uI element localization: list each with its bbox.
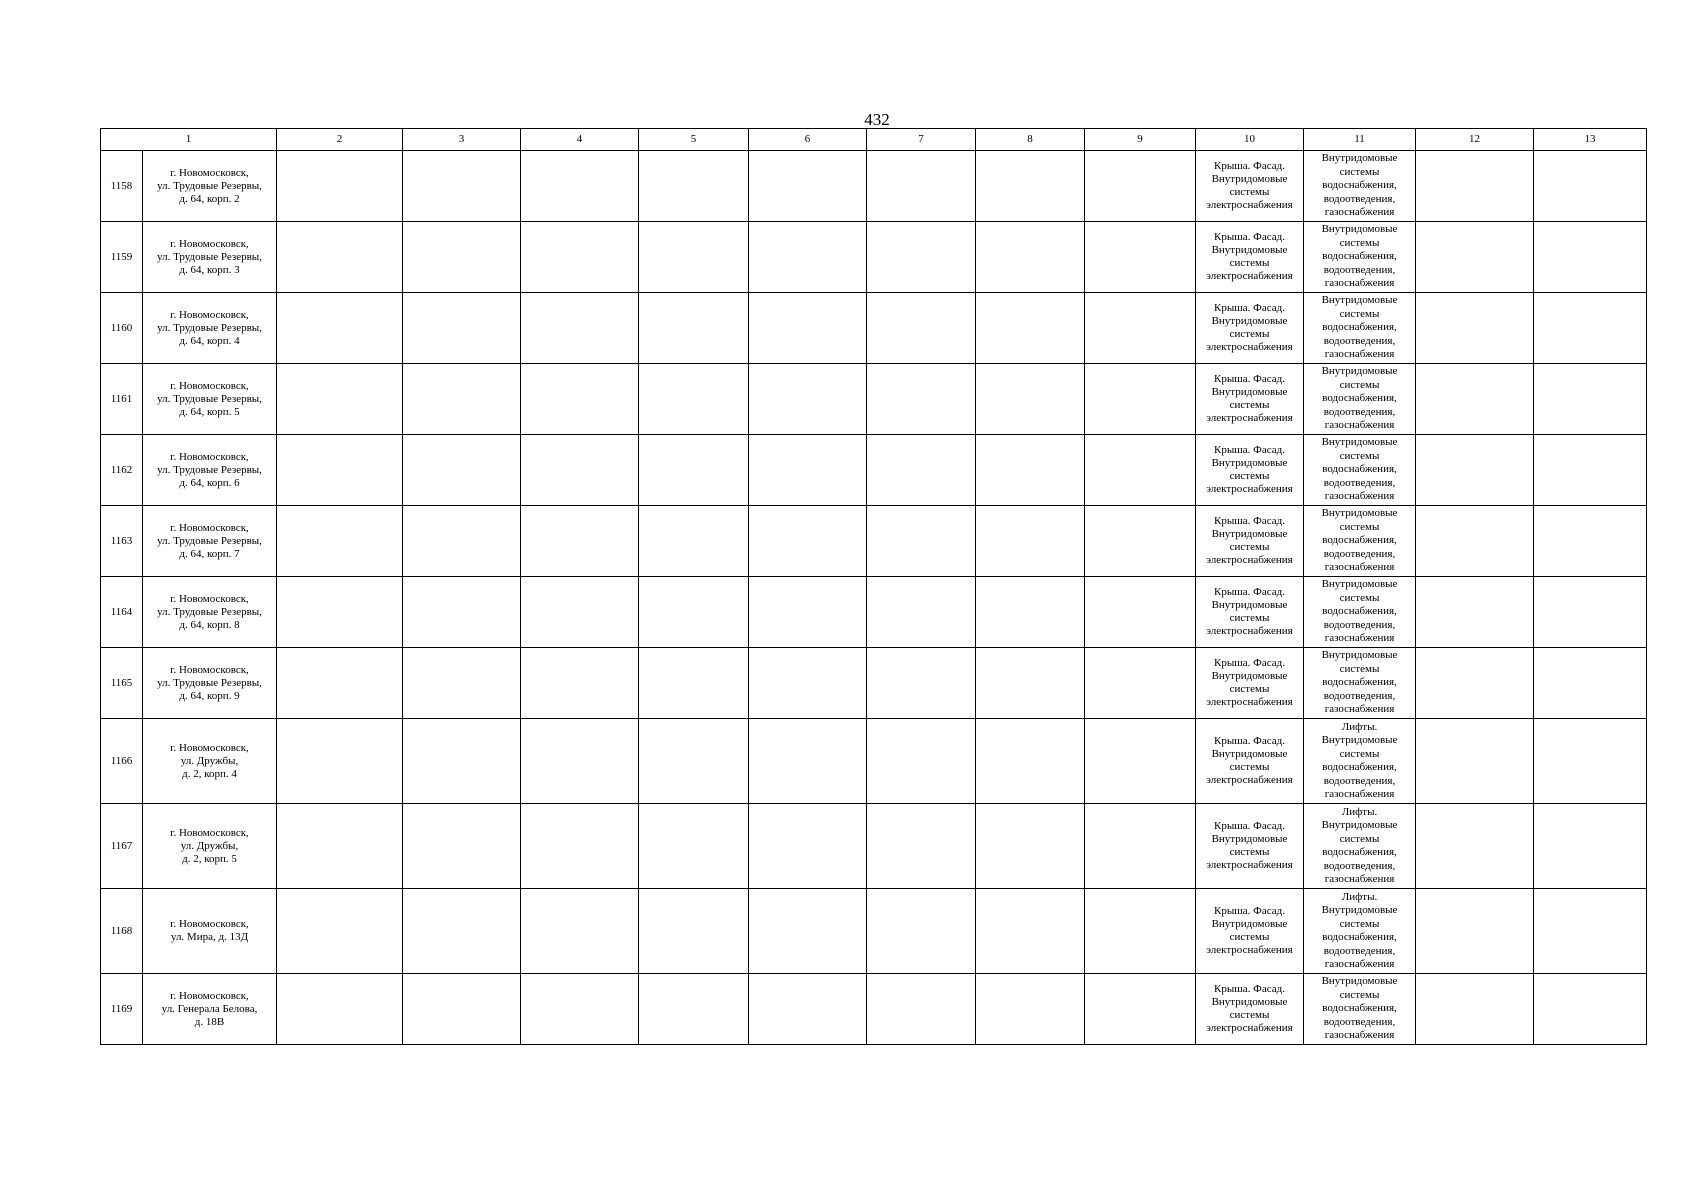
column-header: 1 — [101, 129, 277, 151]
row-number: 1168 — [101, 889, 143, 974]
address-cell: г. Новомосковск, ул. Трудовые Резервы, д. 64, корп. 9 — [143, 648, 277, 719]
address-cell: г. Новомосковск, ул. Дружбы, д. 2, корп. 4 — [143, 719, 277, 804]
empty-cell — [403, 974, 521, 1045]
column-11-cell: Лифты. Внутридомовые системы водоснабжения, водоотведения, газоснабжения — [1304, 889, 1416, 974]
column-11-cell: Внутридомовые системы водоснабжения, водоотведения, газоснабжения — [1304, 648, 1416, 719]
empty-cell — [639, 364, 749, 435]
empty-cell — [749, 435, 867, 506]
address-cell: г. Новомосковск, ул. Трудовые Резервы, д. 64, корп. 8 — [143, 577, 277, 648]
empty-cell — [1534, 648, 1647, 719]
empty-cell — [521, 506, 639, 577]
empty-cell — [521, 222, 639, 293]
empty-cell — [749, 364, 867, 435]
table-row — [101, 293, 1647, 364]
empty-cell — [277, 719, 403, 804]
empty-cell — [403, 804, 521, 889]
row-number: 1159 — [101, 222, 143, 293]
column-10-cell: Крыша. Фасад. Внутридомовые системы электроснабжения — [1196, 648, 1304, 719]
table-row — [101, 974, 1647, 1045]
empty-cell — [1416, 293, 1534, 364]
empty-cell — [403, 293, 521, 364]
empty-cell — [521, 364, 639, 435]
empty-cell — [749, 889, 867, 974]
empty-cell — [403, 577, 521, 648]
table-row — [101, 804, 1647, 889]
empty-cell — [976, 889, 1085, 974]
empty-cell — [1534, 151, 1647, 222]
empty-cell — [1534, 435, 1647, 506]
empty-cell — [867, 222, 976, 293]
empty-cell — [639, 577, 749, 648]
empty-cell — [867, 435, 976, 506]
table-row — [101, 506, 1647, 577]
empty-cell — [277, 151, 403, 222]
empty-cell — [749, 293, 867, 364]
column-10-cell: Крыша. Фасад. Внутридомовые системы электроснабжения — [1196, 577, 1304, 648]
column-10-cell: Крыша. Фасад. Внутридомовые системы электроснабжения — [1196, 974, 1304, 1045]
empty-cell — [639, 648, 749, 719]
column-10-cell: Крыша. Фасад. Внутридомовые системы электроснабжения — [1196, 804, 1304, 889]
empty-cell — [277, 222, 403, 293]
empty-cell — [639, 222, 749, 293]
empty-cell — [1085, 889, 1196, 974]
empty-cell — [1416, 506, 1534, 577]
column-header: 12 — [1416, 129, 1534, 151]
empty-cell — [1085, 293, 1196, 364]
row-number: 1169 — [101, 974, 143, 1045]
empty-cell — [277, 506, 403, 577]
table-body — [101, 151, 1647, 1045]
empty-cell — [403, 648, 521, 719]
address-cell: г. Новомосковск, ул. Мира, д. 13Д — [143, 889, 277, 974]
row-number: 1164 — [101, 577, 143, 648]
empty-cell — [639, 151, 749, 222]
column-header: 6 — [749, 129, 867, 151]
address-cell: г. Новомосковск, ул. Трудовые Резервы, д. 64, корп. 4 — [143, 293, 277, 364]
empty-cell — [749, 974, 867, 1045]
empty-cell — [521, 719, 639, 804]
empty-cell — [1416, 974, 1534, 1045]
column-10-cell: Крыша. Фасад. Внутридомовые системы электроснабжения — [1196, 364, 1304, 435]
empty-cell — [1085, 577, 1196, 648]
empty-cell — [976, 151, 1085, 222]
empty-cell — [1534, 889, 1647, 974]
column-header: 5 — [639, 129, 749, 151]
empty-cell — [521, 889, 639, 974]
empty-cell — [521, 648, 639, 719]
column-11-cell: Лифты. Внутридомовые системы водоснабжения, водоотведения, газоснабжения — [1304, 804, 1416, 889]
empty-cell — [867, 889, 976, 974]
empty-cell — [1085, 222, 1196, 293]
empty-cell — [1416, 889, 1534, 974]
empty-cell — [1085, 151, 1196, 222]
column-11-cell: Внутридомовые системы водоснабжения, водоотведения, газоснабжения — [1304, 577, 1416, 648]
address-cell: г. Новомосковск, ул. Дружбы, д. 2, корп. 5 — [143, 804, 277, 889]
empty-cell — [521, 804, 639, 889]
empty-cell — [277, 293, 403, 364]
empty-cell — [403, 889, 521, 974]
empty-cell — [639, 889, 749, 974]
empty-cell — [1534, 804, 1647, 889]
empty-cell — [976, 719, 1085, 804]
empty-cell — [639, 974, 749, 1045]
address-cell: г. Новомосковск, ул. Трудовые Резервы, д. 64, корп. 3 — [143, 222, 277, 293]
empty-cell — [867, 719, 976, 804]
empty-cell — [639, 719, 749, 804]
table-row — [101, 364, 1647, 435]
empty-cell — [749, 151, 867, 222]
column-10-cell: Крыша. Фасад. Внутридомовые системы электроснабжения — [1196, 293, 1304, 364]
empty-cell — [749, 719, 867, 804]
column-header: 2 — [277, 129, 403, 151]
column-10-cell: Крыша. Фасад. Внутридомовые системы электроснабжения — [1196, 222, 1304, 293]
empty-cell — [1416, 719, 1534, 804]
empty-cell — [1416, 577, 1534, 648]
row-number: 1166 — [101, 719, 143, 804]
empty-cell — [867, 577, 976, 648]
column-header: 9 — [1085, 129, 1196, 151]
empty-cell — [521, 293, 639, 364]
column-header: 7 — [867, 129, 976, 151]
address-cell: г. Новомосковск, ул. Трудовые Резервы, д. 64, корп. 5 — [143, 364, 277, 435]
empty-cell — [403, 364, 521, 435]
table-row — [101, 889, 1647, 974]
empty-cell — [1416, 804, 1534, 889]
empty-cell — [1534, 222, 1647, 293]
column-header: 4 — [521, 129, 639, 151]
empty-cell — [749, 648, 867, 719]
address-cell: г. Новомосковск, ул. Трудовые Резервы, д. 64, корп. 6 — [143, 435, 277, 506]
empty-cell — [976, 974, 1085, 1045]
column-header: 11 — [1304, 129, 1416, 151]
column-11-cell: Внутридомовые системы водоснабжения, водоотведения, газоснабжения — [1304, 151, 1416, 222]
row-number: 1162 — [101, 435, 143, 506]
empty-cell — [277, 889, 403, 974]
empty-cell — [1416, 222, 1534, 293]
empty-cell — [749, 222, 867, 293]
table-row — [101, 648, 1647, 719]
table-row — [101, 719, 1647, 804]
empty-cell — [521, 974, 639, 1045]
empty-cell — [749, 506, 867, 577]
table-row — [101, 151, 1647, 222]
row-number: 1161 — [101, 364, 143, 435]
empty-cell — [976, 364, 1085, 435]
column-header: 13 — [1534, 129, 1647, 151]
empty-cell — [639, 435, 749, 506]
empty-cell — [277, 435, 403, 506]
empty-cell — [1534, 506, 1647, 577]
empty-cell — [277, 974, 403, 1045]
column-11-cell: Внутридомовые системы водоснабжения, водоотведения, газоснабжения — [1304, 974, 1416, 1045]
empty-cell — [403, 435, 521, 506]
empty-cell — [521, 435, 639, 506]
empty-cell — [867, 151, 976, 222]
empty-cell — [639, 804, 749, 889]
address-cell: г. Новомосковск, ул. Трудовые Резервы, д. 64, корп. 7 — [143, 506, 277, 577]
empty-cell — [976, 577, 1085, 648]
empty-cell — [277, 577, 403, 648]
column-11-cell: Внутридомовые системы водоснабжения, водоотведения, газоснабжения — [1304, 506, 1416, 577]
empty-cell — [867, 364, 976, 435]
empty-cell — [1416, 648, 1534, 719]
empty-cell — [403, 719, 521, 804]
empty-cell — [403, 222, 521, 293]
empty-cell — [749, 577, 867, 648]
empty-cell — [867, 804, 976, 889]
empty-cell — [1416, 435, 1534, 506]
empty-cell — [1085, 719, 1196, 804]
empty-cell — [1085, 804, 1196, 889]
column-10-cell: Крыша. Фасад. Внутридомовые системы электроснабжения — [1196, 435, 1304, 506]
empty-cell — [867, 648, 976, 719]
empty-cell — [1534, 577, 1647, 648]
empty-cell — [1534, 293, 1647, 364]
column-10-cell: Крыша. Фасад. Внутридомовые системы электроснабжения — [1196, 719, 1304, 804]
empty-cell — [1085, 648, 1196, 719]
empty-cell — [403, 506, 521, 577]
row-number: 1163 — [101, 506, 143, 577]
empty-cell — [1085, 974, 1196, 1045]
column-11-cell: Внутридомовые системы водоснабжения, водоотведения, газоснабжения — [1304, 435, 1416, 506]
empty-cell — [976, 804, 1085, 889]
table-row — [101, 222, 1647, 293]
empty-cell — [639, 506, 749, 577]
empty-cell — [1085, 435, 1196, 506]
empty-cell — [867, 506, 976, 577]
column-10-cell: Крыша. Фасад. Внутридомовые системы электроснабжения — [1196, 151, 1304, 222]
page-number: 432 — [864, 110, 890, 129]
empty-cell — [1085, 506, 1196, 577]
table-row — [101, 435, 1647, 506]
column-number-row — [101, 129, 1647, 151]
row-number: 1158 — [101, 151, 143, 222]
empty-cell — [867, 974, 976, 1045]
empty-cell — [976, 648, 1085, 719]
column-11-cell: Внутридомовые системы водоснабжения, водоотведения, газоснабжения — [1304, 293, 1416, 364]
address-cell: г. Новомосковск, ул. Генерала Белова, д. 18В — [143, 974, 277, 1045]
empty-cell — [639, 293, 749, 364]
empty-cell — [976, 293, 1085, 364]
row-number: 1165 — [101, 648, 143, 719]
column-header: 10 — [1196, 129, 1304, 151]
empty-cell — [1085, 364, 1196, 435]
row-number: 1167 — [101, 804, 143, 889]
empty-cell — [976, 222, 1085, 293]
empty-cell — [1416, 364, 1534, 435]
empty-cell — [277, 804, 403, 889]
empty-cell — [521, 151, 639, 222]
address-cell: г. Новомосковск, ул. Трудовые Резервы, д. 64, корп. 2 — [143, 151, 277, 222]
empty-cell — [867, 293, 976, 364]
empty-cell — [403, 151, 521, 222]
column-10-cell: Крыша. Фасад. Внутридомовые системы электроснабжения — [1196, 889, 1304, 974]
table-row — [101, 577, 1647, 648]
empty-cell — [749, 804, 867, 889]
column-10-cell: Крыша. Фасад. Внутридомовые системы электроснабжения — [1196, 506, 1304, 577]
column-header: 8 — [976, 129, 1085, 151]
register-table — [100, 128, 1647, 1045]
row-number: 1160 — [101, 293, 143, 364]
empty-cell — [277, 364, 403, 435]
empty-cell — [976, 506, 1085, 577]
empty-cell — [521, 577, 639, 648]
column-11-cell: Внутридомовые системы водоснабжения, водоотведения, газоснабжения — [1304, 222, 1416, 293]
empty-cell — [1416, 151, 1534, 222]
empty-cell — [277, 648, 403, 719]
empty-cell — [1534, 974, 1647, 1045]
column-11-cell: Внутридомовые системы водоснабжения, водоотведения, газоснабжения — [1304, 364, 1416, 435]
empty-cell — [1534, 364, 1647, 435]
empty-cell — [1534, 719, 1647, 804]
column-header: 3 — [403, 129, 521, 151]
column-11-cell: Лифты. Внутридомовые системы водоснабжения, водоотведения, газоснабжения — [1304, 719, 1416, 804]
empty-cell — [976, 435, 1085, 506]
